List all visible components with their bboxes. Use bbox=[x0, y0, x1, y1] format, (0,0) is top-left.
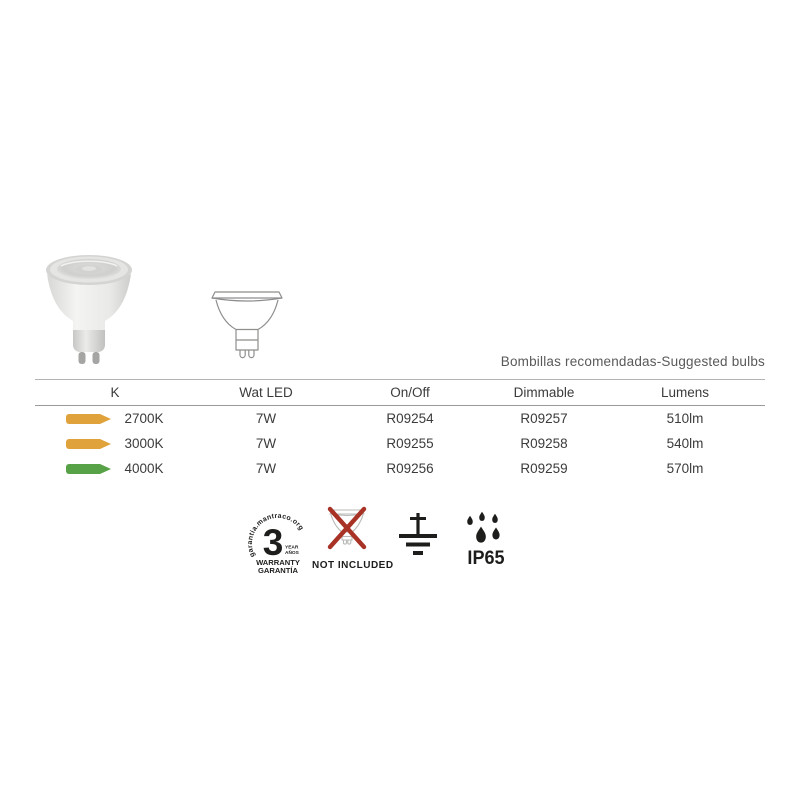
lumens-value: 540lm bbox=[666, 436, 704, 451]
not-included-label: NOT INCLUDED bbox=[312, 560, 394, 571]
ip65-badge bbox=[460, 506, 512, 570]
kelvin-cell bbox=[35, 436, 195, 451]
bulb-not-included-badge bbox=[312, 506, 394, 571]
gu10-bulb-line-drawing bbox=[210, 287, 284, 361]
water-drops-icon bbox=[462, 506, 510, 544]
warranty-3-year-badge bbox=[242, 504, 314, 578]
warm-white-arrow-icon bbox=[66, 414, 112, 424]
kelvin-value: 3000K bbox=[124, 436, 164, 451]
gu10-bulb-photo bbox=[45, 253, 133, 367]
dimmable-ref: R09257 bbox=[520, 411, 568, 426]
kelvin-value: 4000K bbox=[124, 461, 164, 476]
table-row bbox=[35, 406, 765, 431]
on-off-ref: R09256 bbox=[386, 461, 434, 476]
kelvin-cell bbox=[35, 411, 195, 426]
lumens-value: 570lm bbox=[666, 461, 704, 476]
warranty-years: 3 bbox=[262, 522, 284, 563]
warm-white-arrow-icon bbox=[66, 439, 112, 449]
kelvin-value: 2700K bbox=[124, 411, 164, 426]
table-row bbox=[35, 456, 765, 481]
table-header-row bbox=[35, 379, 765, 406]
header-on-off: On/Off bbox=[390, 385, 430, 400]
on-off-ref: R09255 bbox=[386, 436, 434, 451]
table-row bbox=[35, 431, 765, 456]
header-dimmable: Dimmable bbox=[513, 385, 575, 400]
dimmable-ref: R09258 bbox=[520, 436, 568, 451]
watt-value: 7W bbox=[255, 461, 277, 476]
header-kelvin: K bbox=[110, 385, 120, 400]
cool-white-arrow-icon bbox=[66, 464, 112, 474]
ip-rating-label: IP65 bbox=[467, 548, 505, 569]
suggested-bulbs-caption: Bombillas recomendadas-Suggested bulbs bbox=[500, 354, 765, 369]
on-off-ref: R09254 bbox=[386, 411, 434, 426]
warranty-line1: WARRANTY bbox=[256, 558, 300, 567]
crossed-bulb-icon bbox=[322, 506, 372, 552]
lumens-value: 510lm bbox=[666, 411, 704, 426]
earth-ground-icon bbox=[398, 513, 438, 559]
watt-value: 7W bbox=[255, 436, 277, 451]
header-watt-led: Wat LED bbox=[239, 385, 293, 400]
dimmable-ref: R09259 bbox=[520, 461, 568, 476]
warranty-arc-text: garantia.mantraco.org bbox=[246, 512, 305, 559]
watt-value: 7W bbox=[255, 411, 277, 426]
warranty-line2: GARANTÍA bbox=[257, 566, 299, 575]
header-lumens: Lumens bbox=[660, 385, 710, 400]
warranty-year-label: YEAR bbox=[285, 545, 299, 551]
spec-table bbox=[35, 379, 765, 481]
warranty-anos-label: AÑOS bbox=[285, 551, 299, 556]
kelvin-cell bbox=[35, 461, 195, 476]
